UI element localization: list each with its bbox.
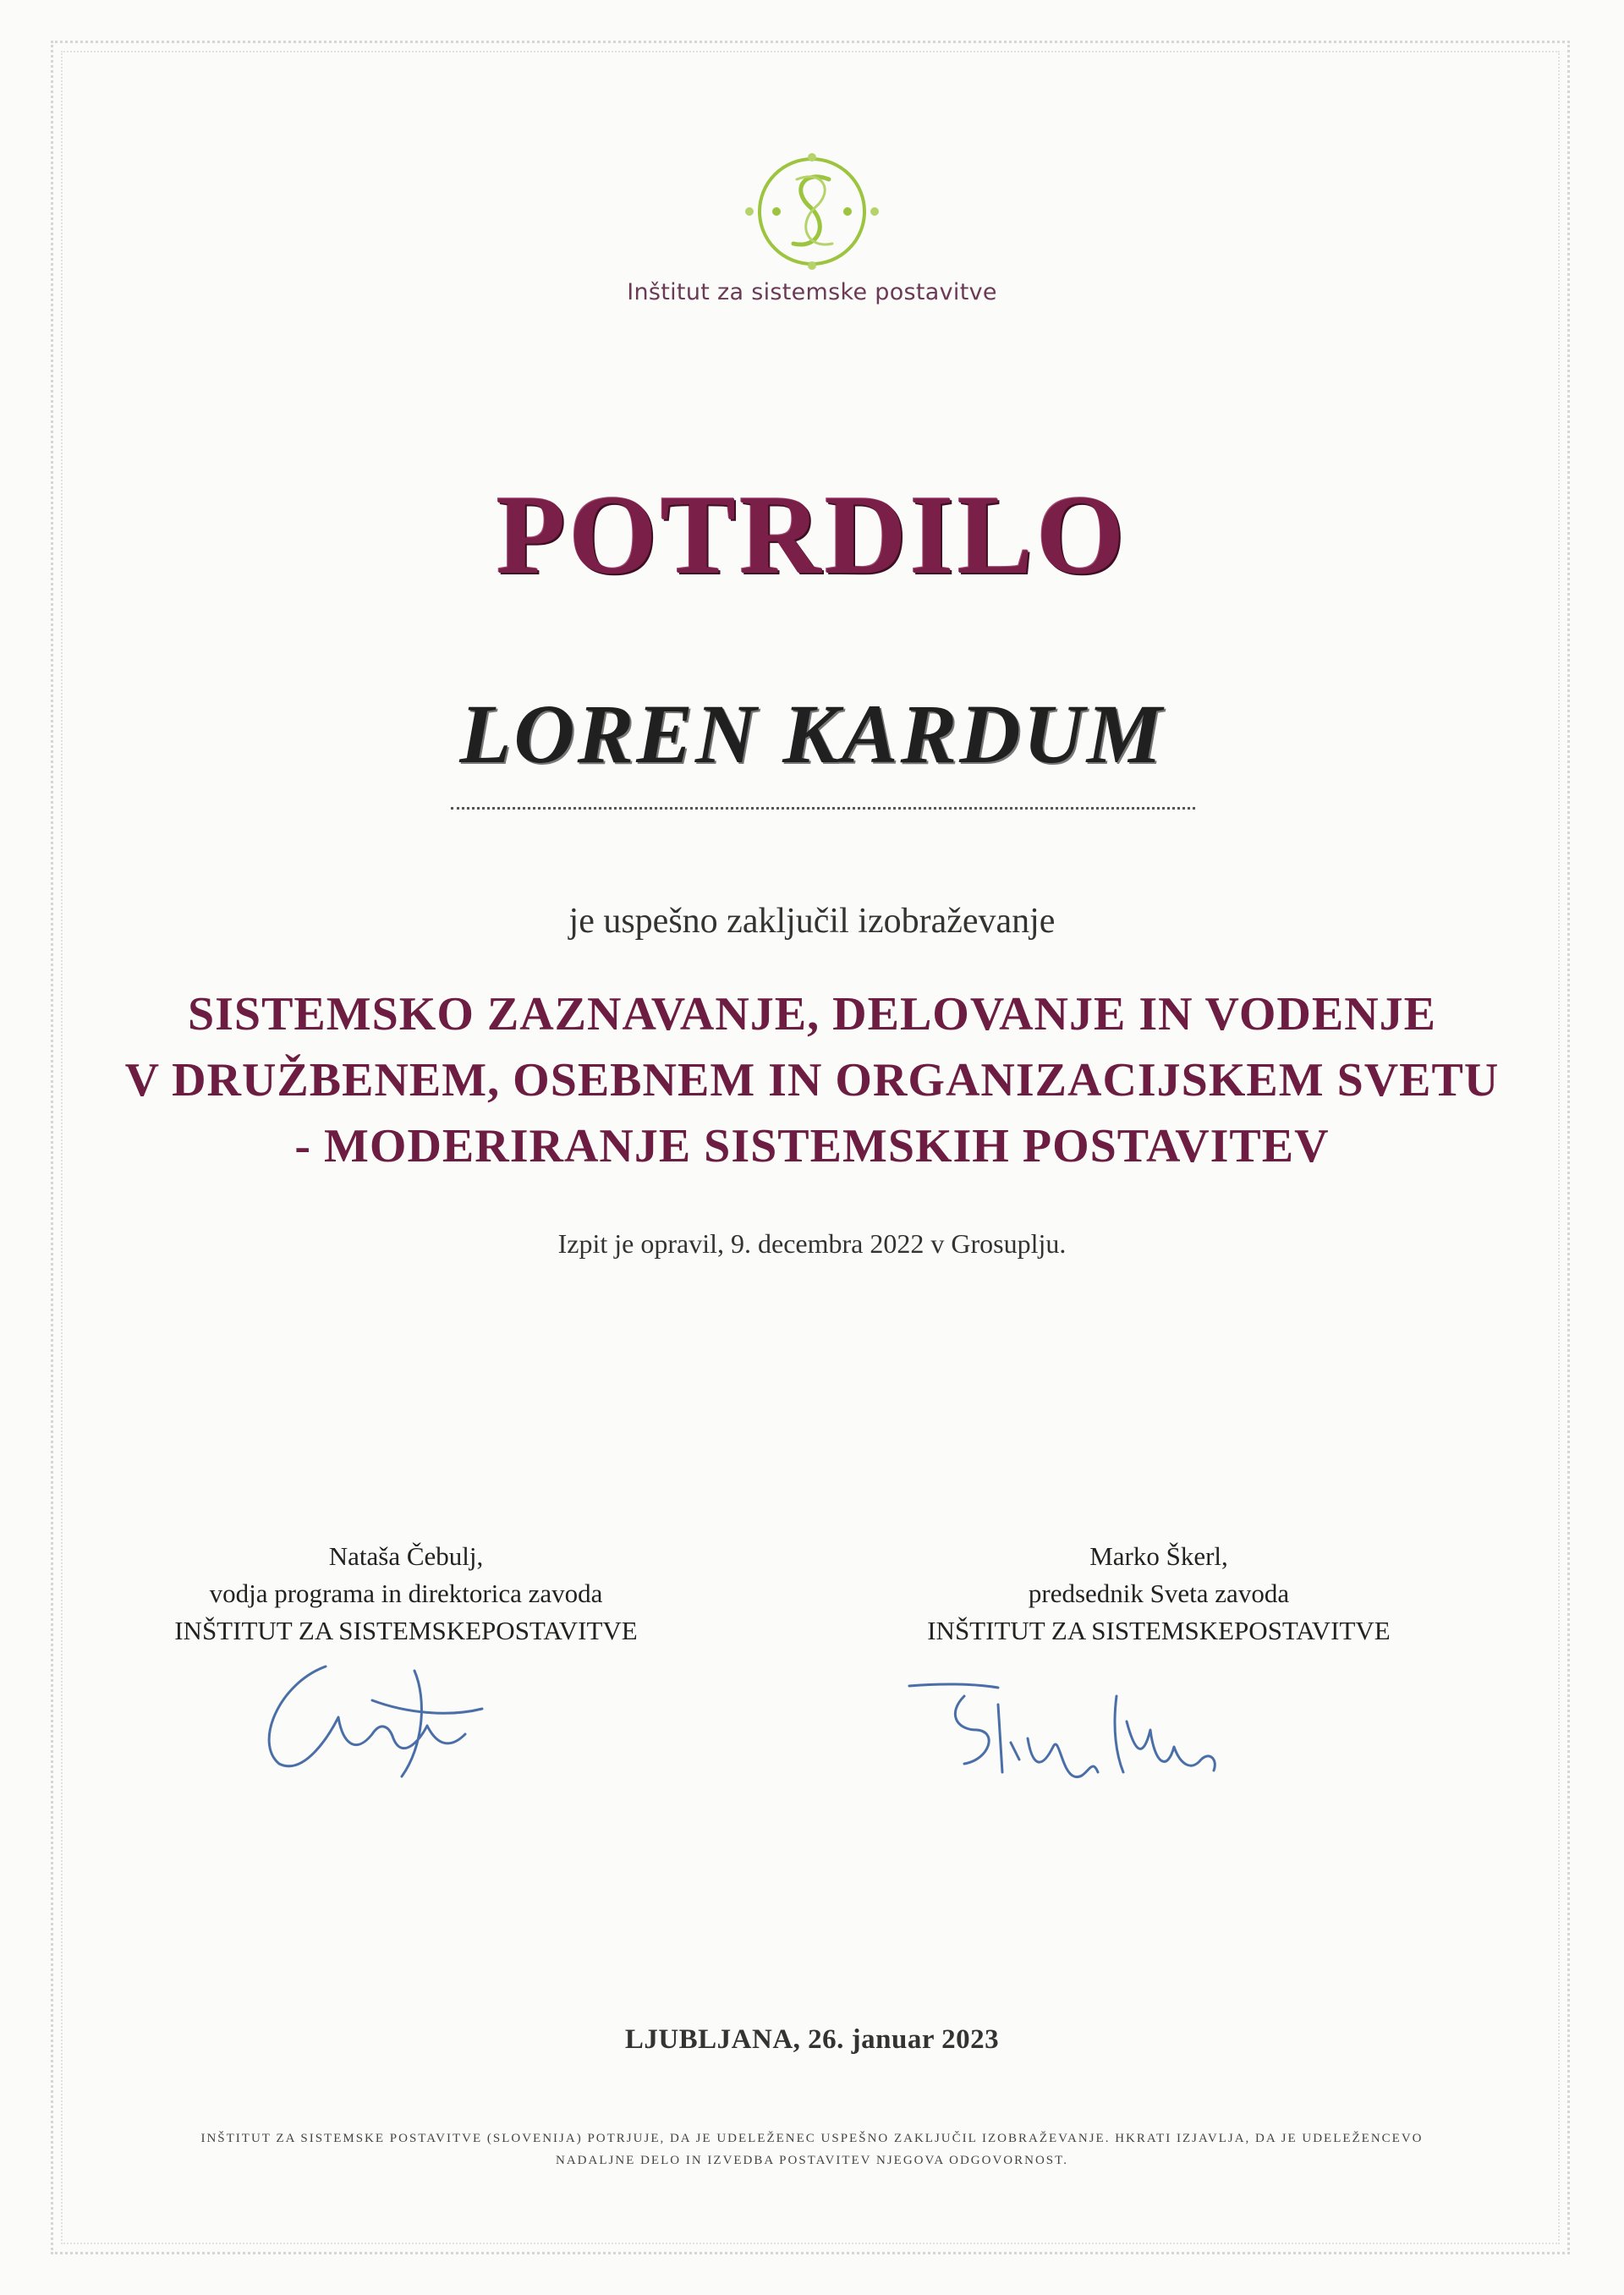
disclaimer-line-1: INŠTITUT ZA SISTEMSKE POSTAVITVE (SLOVENIJA) POTRJUJE, DA JE UDELEŽENEC USPEŠNO ZAKLJUČIL IZOBRAŽEVANJE. HKRATI IZJAVLJA, DA JE UDELEŽENCEVO <box>200 2132 1424 2145</box>
exam-statement: Izpit je opravil, 9. decembra 2022 v Grosuplju. <box>557 1228 1067 1259</box>
signature-right-icon <box>905 1679 1226 1798</box>
course-title-line-3: - MODERIRANJE SISTEMSKIH POSTAVITEV <box>294 1120 1330 1172</box>
name-underline <box>451 807 1195 810</box>
course-title <box>0 981 1624 1179</box>
course-title-line-2: V DRUŽBENEM, OSEBNEM IN ORGANIZACIJSKEM SVETU <box>124 1054 1500 1106</box>
institute-logo-icon <box>744 144 880 279</box>
recipient-name: LOREN KARDUM <box>459 687 1165 781</box>
signatory-right-name: Marko Škerl, <box>1089 1541 1228 1571</box>
disclaimer-line-2: NADALJNE DELO IN IZVEDBA POSTAVITEV NJEGOVA ODGOVORNOST. <box>556 2154 1068 2167</box>
signature-left-icon <box>245 1650 491 1785</box>
signatory-left-role: vodja programa in direktorica zavoda <box>209 1578 603 1608</box>
signatory-right <box>829 1538 1489 1650</box>
signatory-right-role: predsednik Sveta zavoda <box>1028 1578 1290 1608</box>
disclaimer <box>127 2128 1497 2171</box>
institute-logo-text: Inštitut za sistemske postavitve <box>627 279 997 305</box>
signatory-right-org: INŠTITUT ZA SISTEMSKEPOSTAVITVE <box>927 1616 1391 1645</box>
certificate-title: POTRDILO <box>496 472 1128 597</box>
signatory-left-name: Nataša Čebulj, <box>328 1541 484 1571</box>
place-date: LJUBLJANA, 26. januar 2023 <box>624 2024 1000 2055</box>
signatory-left-org: INŠTITUT ZA SISTEMSKEPOSTAVITVE <box>174 1616 638 1645</box>
signatory-left <box>76 1538 736 1650</box>
course-title-line-1: SISTEMSKO ZAZNAVANJE, DELOVANJE IN VODENJE <box>187 988 1436 1040</box>
completion-statement: je uspešno zaključil izobraževanje <box>568 902 1056 941</box>
